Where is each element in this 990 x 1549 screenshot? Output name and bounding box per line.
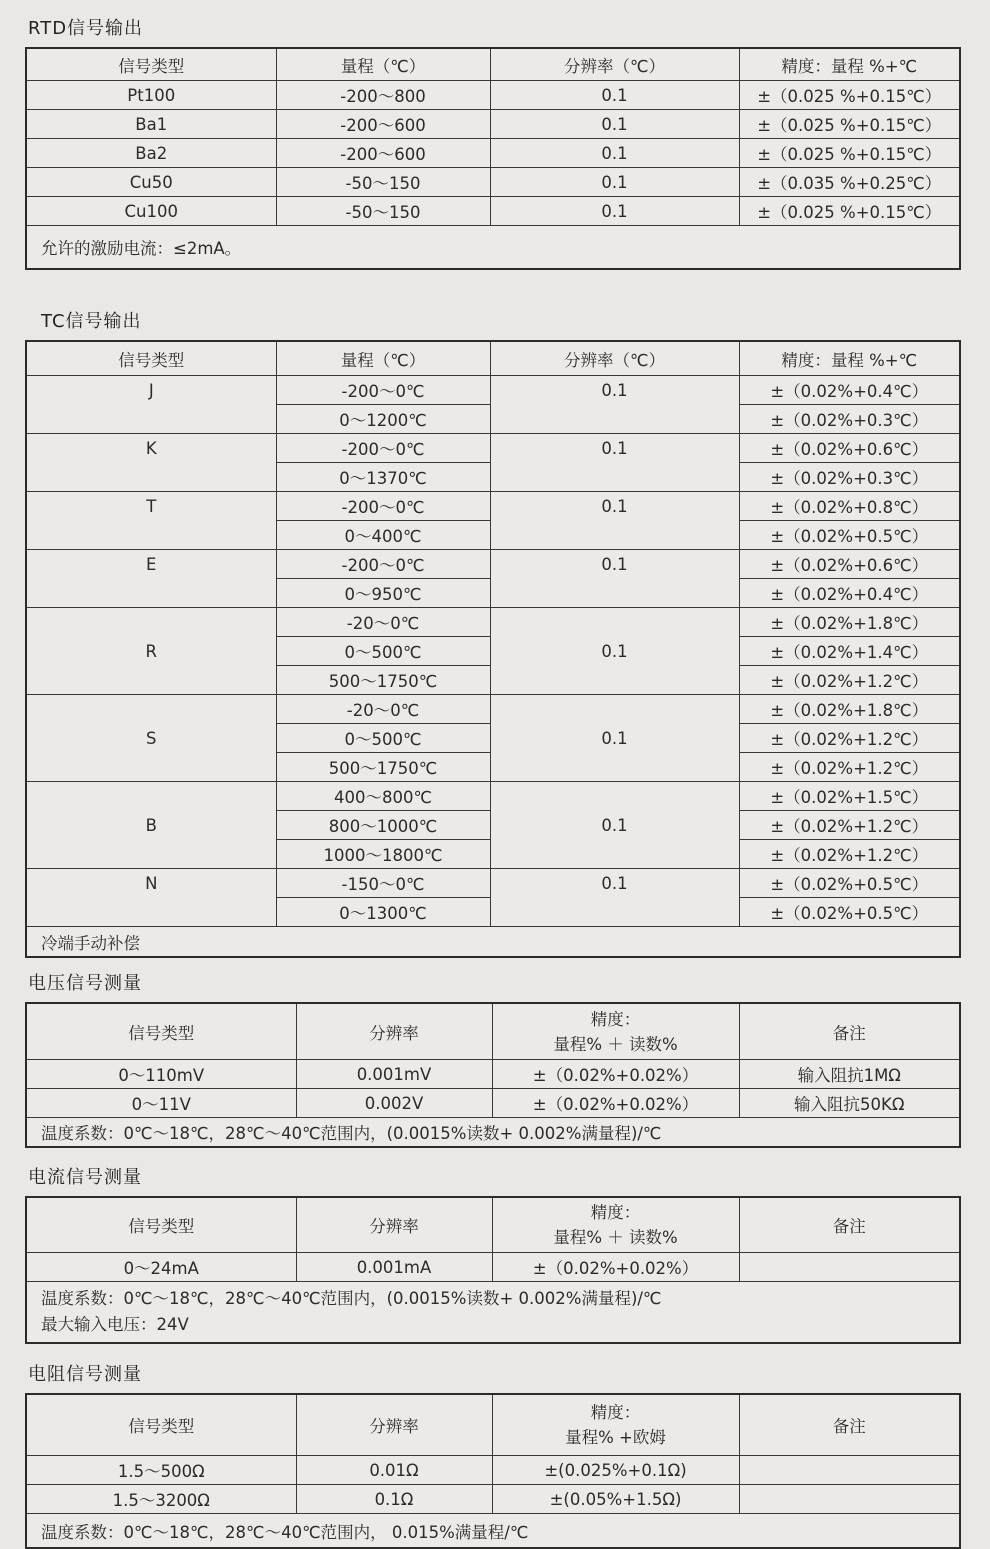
table-cell: 输入阻抗1MΩ bbox=[739, 1060, 960, 1089]
table-cell: ±（0.02%+1.8℃） bbox=[739, 695, 960, 724]
table-cell: 0.1 bbox=[490, 811, 739, 840]
table-row bbox=[26, 695, 960, 724]
table-cell: 0.01Ω bbox=[296, 1456, 492, 1485]
table-row bbox=[26, 197, 960, 226]
current-footer-line1: 温度系数：0℃～18℃，28℃～40℃范围内，(0.0015%读数+ 0.002%满量程)/℃ bbox=[41, 1289, 662, 1308]
rtd-table bbox=[25, 47, 961, 270]
table-cell bbox=[26, 521, 276, 550]
table-row bbox=[26, 168, 960, 197]
table-cell: 0.1 bbox=[490, 168, 739, 197]
table-row bbox=[26, 405, 960, 434]
table-cell: Ba2 bbox=[26, 139, 276, 168]
table-cell: 0～1200℃ bbox=[276, 405, 490, 434]
rtd-table-body bbox=[26, 81, 960, 226]
table-cell: ±(0.05%+1.5Ω) bbox=[492, 1485, 739, 1514]
table-cell: ±（0.02%+0.02%） bbox=[492, 1253, 739, 1282]
table-cell bbox=[490, 782, 739, 811]
table-cell: J bbox=[26, 376, 276, 405]
table-cell: ±（0.02%+0.4℃） bbox=[739, 579, 960, 608]
voltage-header-signal-type: 信号类型 bbox=[128, 1023, 195, 1043]
table-cell: 0.1 bbox=[490, 724, 739, 753]
tc-header-row bbox=[26, 341, 960, 376]
voltage-table-body bbox=[26, 1060, 960, 1118]
table-cell: ±（0.02%+0.02%） bbox=[492, 1060, 739, 1089]
table-row bbox=[26, 753, 960, 782]
rtd-header-resolution: 分辨率（℃） bbox=[490, 48, 739, 81]
current-header-resolution: 分辨率 bbox=[296, 1197, 492, 1253]
table-cell: ±（0.02%+0.6℃） bbox=[739, 550, 960, 579]
table-row bbox=[26, 492, 960, 521]
rtd-footer-row bbox=[26, 226, 960, 270]
current-header-accuracy bbox=[492, 1197, 739, 1253]
table-cell: 500～1750℃ bbox=[276, 753, 490, 782]
table-cell bbox=[26, 695, 276, 724]
table-row bbox=[26, 782, 960, 811]
resistance-header-resolution: 分辨率 bbox=[296, 1394, 492, 1456]
resistance-header-row bbox=[26, 1394, 960, 1456]
table-cell: -200～0℃ bbox=[276, 492, 490, 521]
table-cell: R bbox=[145, 641, 157, 661]
tc-header-accuracy: 精度：量程 %+℃ bbox=[739, 341, 960, 376]
table-cell bbox=[26, 898, 276, 927]
resistance-header-accuracy-line2: 量程% +欧姆 bbox=[565, 1428, 666, 1447]
voltage-header-resolution: 分辨率 bbox=[296, 1003, 492, 1060]
table-cell bbox=[26, 666, 276, 695]
table-row bbox=[26, 869, 960, 898]
table-cell: 0.1 bbox=[490, 869, 739, 898]
rtd-header-accuracy: 精度：量程 %+℃ bbox=[739, 48, 960, 81]
table-cell: ±（0.02%+1.2℃） bbox=[739, 840, 960, 869]
table-cell bbox=[490, 579, 739, 608]
table-row bbox=[26, 376, 960, 405]
table-row bbox=[26, 898, 960, 927]
table-cell: -20～0℃ bbox=[276, 608, 490, 637]
table-cell bbox=[490, 463, 739, 492]
current-table bbox=[25, 1196, 961, 1344]
table-cell: Ba1 bbox=[26, 110, 276, 139]
table-row bbox=[26, 666, 960, 695]
table-cell: 0.001mV bbox=[296, 1060, 492, 1089]
table-cell: 0.1Ω bbox=[296, 1485, 492, 1514]
rtd-header-signal-type: 信号类型 bbox=[118, 56, 185, 76]
table-cell: ±（0.02%+1.2℃） bbox=[739, 666, 960, 695]
table-cell: 0.002V bbox=[296, 1089, 492, 1118]
table-cell: ±（0.02%+1.2℃） bbox=[739, 753, 960, 782]
table-cell: 0～400℃ bbox=[276, 521, 490, 550]
voltage-footer-note: 温度系数：0℃～18℃，28℃～40℃范围内，(0.0015%读数+ 0.002%满量程)/℃ bbox=[26, 1118, 960, 1148]
table-cell bbox=[26, 753, 276, 782]
table-cell: ±（0.02%+1.8℃） bbox=[739, 608, 960, 637]
table-row bbox=[26, 637, 960, 666]
rtd-section bbox=[25, 14, 965, 270]
table-cell: 0～500℃ bbox=[276, 724, 490, 753]
current-footer-row bbox=[26, 1282, 960, 1344]
table-row bbox=[26, 110, 960, 139]
table-cell: ±（0.02%+1.2℃） bbox=[739, 811, 960, 840]
table-cell bbox=[490, 405, 739, 434]
current-footer-note bbox=[26, 1282, 960, 1344]
table-cell: 0～950℃ bbox=[276, 579, 490, 608]
table-cell: -200～0℃ bbox=[276, 550, 490, 579]
voltage-section-title: 电压信号测量 bbox=[28, 973, 142, 994]
resistance-section bbox=[25, 1360, 965, 1549]
tc-header-resolution: 分辨率（℃） bbox=[490, 341, 739, 376]
table-row bbox=[26, 550, 960, 579]
table-cell: 输入阻抗50KΩ bbox=[739, 1089, 960, 1118]
resistance-header-accuracy-line1: 精度： bbox=[590, 1403, 641, 1422]
table-cell: -200～600 bbox=[276, 110, 490, 139]
table-cell: 0.1 bbox=[490, 139, 739, 168]
table-cell: ±（0.02%+0.3℃） bbox=[739, 405, 960, 434]
table-cell bbox=[490, 898, 739, 927]
table-cell: 0～110mV bbox=[26, 1060, 296, 1089]
current-header-remark: 备注 bbox=[739, 1197, 960, 1253]
voltage-header-remark: 备注 bbox=[739, 1003, 960, 1060]
resistance-table bbox=[25, 1393, 961, 1549]
table-cell: N bbox=[26, 869, 276, 898]
table-cell bbox=[490, 695, 739, 724]
table-cell: T bbox=[26, 492, 276, 521]
table-cell: K bbox=[26, 434, 276, 463]
table-cell: ±（0.025 %+0.15℃） bbox=[739, 197, 960, 226]
resistance-table-body bbox=[26, 1456, 960, 1514]
current-header-row bbox=[26, 1197, 960, 1253]
table-row bbox=[26, 608, 960, 637]
table-row bbox=[26, 1253, 960, 1282]
table-cell: 500～1750℃ bbox=[276, 666, 490, 695]
resistance-header-accuracy bbox=[492, 1394, 739, 1456]
table-cell: -200～0℃ bbox=[276, 434, 490, 463]
table-cell bbox=[26, 782, 276, 811]
table-cell: ±（0.02%+0.5℃） bbox=[739, 521, 960, 550]
table-row bbox=[26, 811, 960, 840]
table-cell: ±（0.025 %+0.15℃） bbox=[739, 110, 960, 139]
table-cell: 1.5～3200Ω bbox=[26, 1485, 296, 1514]
table-cell: 0～500℃ bbox=[276, 637, 490, 666]
table-cell: 0～1300℃ bbox=[276, 898, 490, 927]
table-cell bbox=[26, 463, 276, 492]
voltage-header-row bbox=[26, 1003, 960, 1060]
table-cell: ±（0.02%+1.5℃） bbox=[739, 782, 960, 811]
table-cell: S bbox=[146, 728, 157, 748]
current-header-accuracy-line2: 量程% ＋ 读数% bbox=[553, 1228, 678, 1247]
table-cell: 0.1 bbox=[490, 376, 739, 405]
table-cell: 0～24mA bbox=[26, 1253, 296, 1282]
table-cell: -200～600 bbox=[276, 139, 490, 168]
table-cell: ±（0.02%+0.8℃） bbox=[739, 492, 960, 521]
tc-section bbox=[25, 307, 965, 958]
tc-table-body bbox=[26, 376, 960, 927]
table-row bbox=[26, 1060, 960, 1089]
table-cell: 0.1 bbox=[490, 197, 739, 226]
table-cell: ±（0.02%+0.4℃） bbox=[739, 376, 960, 405]
table-cell: -20～0℃ bbox=[276, 695, 490, 724]
table-cell: ±（0.025 %+0.15℃） bbox=[739, 81, 960, 110]
table-cell: 0.001mA bbox=[296, 1253, 492, 1282]
table-cell: E bbox=[26, 550, 276, 579]
resistance-header-remark: 备注 bbox=[739, 1394, 960, 1456]
table-cell: 0～11V bbox=[26, 1089, 296, 1118]
table-cell: ±（0.02%+0.5℃） bbox=[739, 869, 960, 898]
table-cell bbox=[26, 608, 276, 637]
table-cell bbox=[26, 840, 276, 869]
table-cell: -50～150 bbox=[276, 197, 490, 226]
table-row bbox=[26, 579, 960, 608]
table-cell: ±（0.02%+1.2℃） bbox=[739, 724, 960, 753]
table-row bbox=[26, 139, 960, 168]
tc-section-title: TC信号输出 bbox=[41, 311, 142, 332]
current-table-body bbox=[26, 1253, 960, 1282]
table-cell: 0.1 bbox=[490, 81, 739, 110]
table-cell: 1.5～500Ω bbox=[26, 1456, 296, 1485]
table-row bbox=[26, 1089, 960, 1118]
table-row bbox=[26, 724, 960, 753]
table-cell bbox=[739, 1456, 960, 1485]
rtd-section-title: RTD信号输出 bbox=[28, 18, 144, 39]
resistance-section-title: 电阻信号测量 bbox=[28, 1364, 142, 1385]
voltage-header-accuracy-line2: 量程% ＋ 读数% bbox=[553, 1034, 678, 1054]
table-cell: 400～800℃ bbox=[276, 782, 490, 811]
table-cell: ±(0.025%+0.1Ω) bbox=[492, 1456, 739, 1485]
rtd-footer-note: 允许的激励电流：≤2mA。 bbox=[26, 226, 960, 270]
table-cell: 0.1 bbox=[490, 637, 739, 666]
table-cell: -50～150 bbox=[276, 168, 490, 197]
voltage-section bbox=[25, 969, 965, 1148]
table-cell: ±（0.02%+0.5℃） bbox=[739, 898, 960, 927]
table-cell: ±（0.02%+0.6℃） bbox=[739, 434, 960, 463]
table-cell bbox=[739, 1253, 960, 1282]
resistance-footer-row bbox=[26, 1514, 960, 1549]
voltage-header-accuracy bbox=[492, 1003, 739, 1060]
table-cell: -200～800 bbox=[276, 81, 490, 110]
voltage-table bbox=[25, 1002, 961, 1148]
table-cell bbox=[739, 1485, 960, 1514]
table-cell bbox=[490, 666, 739, 695]
current-section bbox=[25, 1163, 965, 1344]
table-cell: 0.1 bbox=[490, 550, 739, 579]
voltage-footer-row bbox=[26, 1118, 960, 1148]
table-row bbox=[26, 463, 960, 492]
table-row bbox=[26, 840, 960, 869]
table-row bbox=[26, 434, 960, 463]
table-cell: -200～0℃ bbox=[276, 376, 490, 405]
tc-header-range: 量程（℃） bbox=[276, 341, 490, 376]
table-cell: ±（0.02%+0.02%） bbox=[492, 1089, 739, 1118]
table-cell: 0.1 bbox=[490, 434, 739, 463]
table-row bbox=[26, 1485, 960, 1514]
table-cell: 0.1 bbox=[490, 110, 739, 139]
table-cell bbox=[26, 405, 276, 434]
voltage-header-accuracy-line1: 精度： bbox=[590, 1009, 641, 1029]
table-cell: 800～1000℃ bbox=[276, 811, 490, 840]
tc-footer-row bbox=[26, 927, 960, 958]
table-cell: ±（0.035 %+0.25℃） bbox=[739, 168, 960, 197]
table-cell bbox=[490, 521, 739, 550]
table-cell bbox=[26, 579, 276, 608]
tc-footer-note: 冷端手动补偿 bbox=[26, 927, 960, 958]
resistance-header-signal-type: 信号类型 bbox=[128, 1417, 195, 1436]
table-cell: 0～1370℃ bbox=[276, 463, 490, 492]
table-cell: -150～0℃ bbox=[276, 869, 490, 898]
table-cell: Cu50 bbox=[26, 168, 276, 197]
table-cell: ±（0.02%+1.4℃） bbox=[739, 637, 960, 666]
table-cell bbox=[490, 753, 739, 782]
rtd-header-row bbox=[26, 48, 960, 81]
tc-header-signal-type: 信号类型 bbox=[118, 350, 185, 370]
table-cell: Pt100 bbox=[26, 81, 276, 110]
table-cell bbox=[490, 608, 739, 637]
table-cell: Cu100 bbox=[26, 197, 276, 226]
table-row bbox=[26, 81, 960, 110]
table-cell: ±（0.02%+0.3℃） bbox=[739, 463, 960, 492]
table-cell: ±（0.025 %+0.15℃） bbox=[739, 139, 960, 168]
table-cell: 0.1 bbox=[490, 492, 739, 521]
tc-table bbox=[25, 340, 961, 958]
table-cell: 1000～1800℃ bbox=[276, 840, 490, 869]
current-header-accuracy-line1: 精度： bbox=[590, 1203, 641, 1222]
table-cell bbox=[490, 840, 739, 869]
table-cell: B bbox=[145, 815, 157, 835]
current-header-signal-type: 信号类型 bbox=[128, 1217, 195, 1236]
table-row bbox=[26, 1456, 960, 1485]
table-row bbox=[26, 521, 960, 550]
current-footer-line2: 最大输入电压：24V bbox=[41, 1315, 189, 1334]
rtd-header-range: 量程（℃） bbox=[276, 48, 490, 81]
resistance-footer-note: 温度系数：0℃～18℃，28℃～40℃范围内， 0.015%满量程/℃ bbox=[26, 1514, 960, 1549]
current-section-title: 电流信号测量 bbox=[28, 1167, 142, 1188]
